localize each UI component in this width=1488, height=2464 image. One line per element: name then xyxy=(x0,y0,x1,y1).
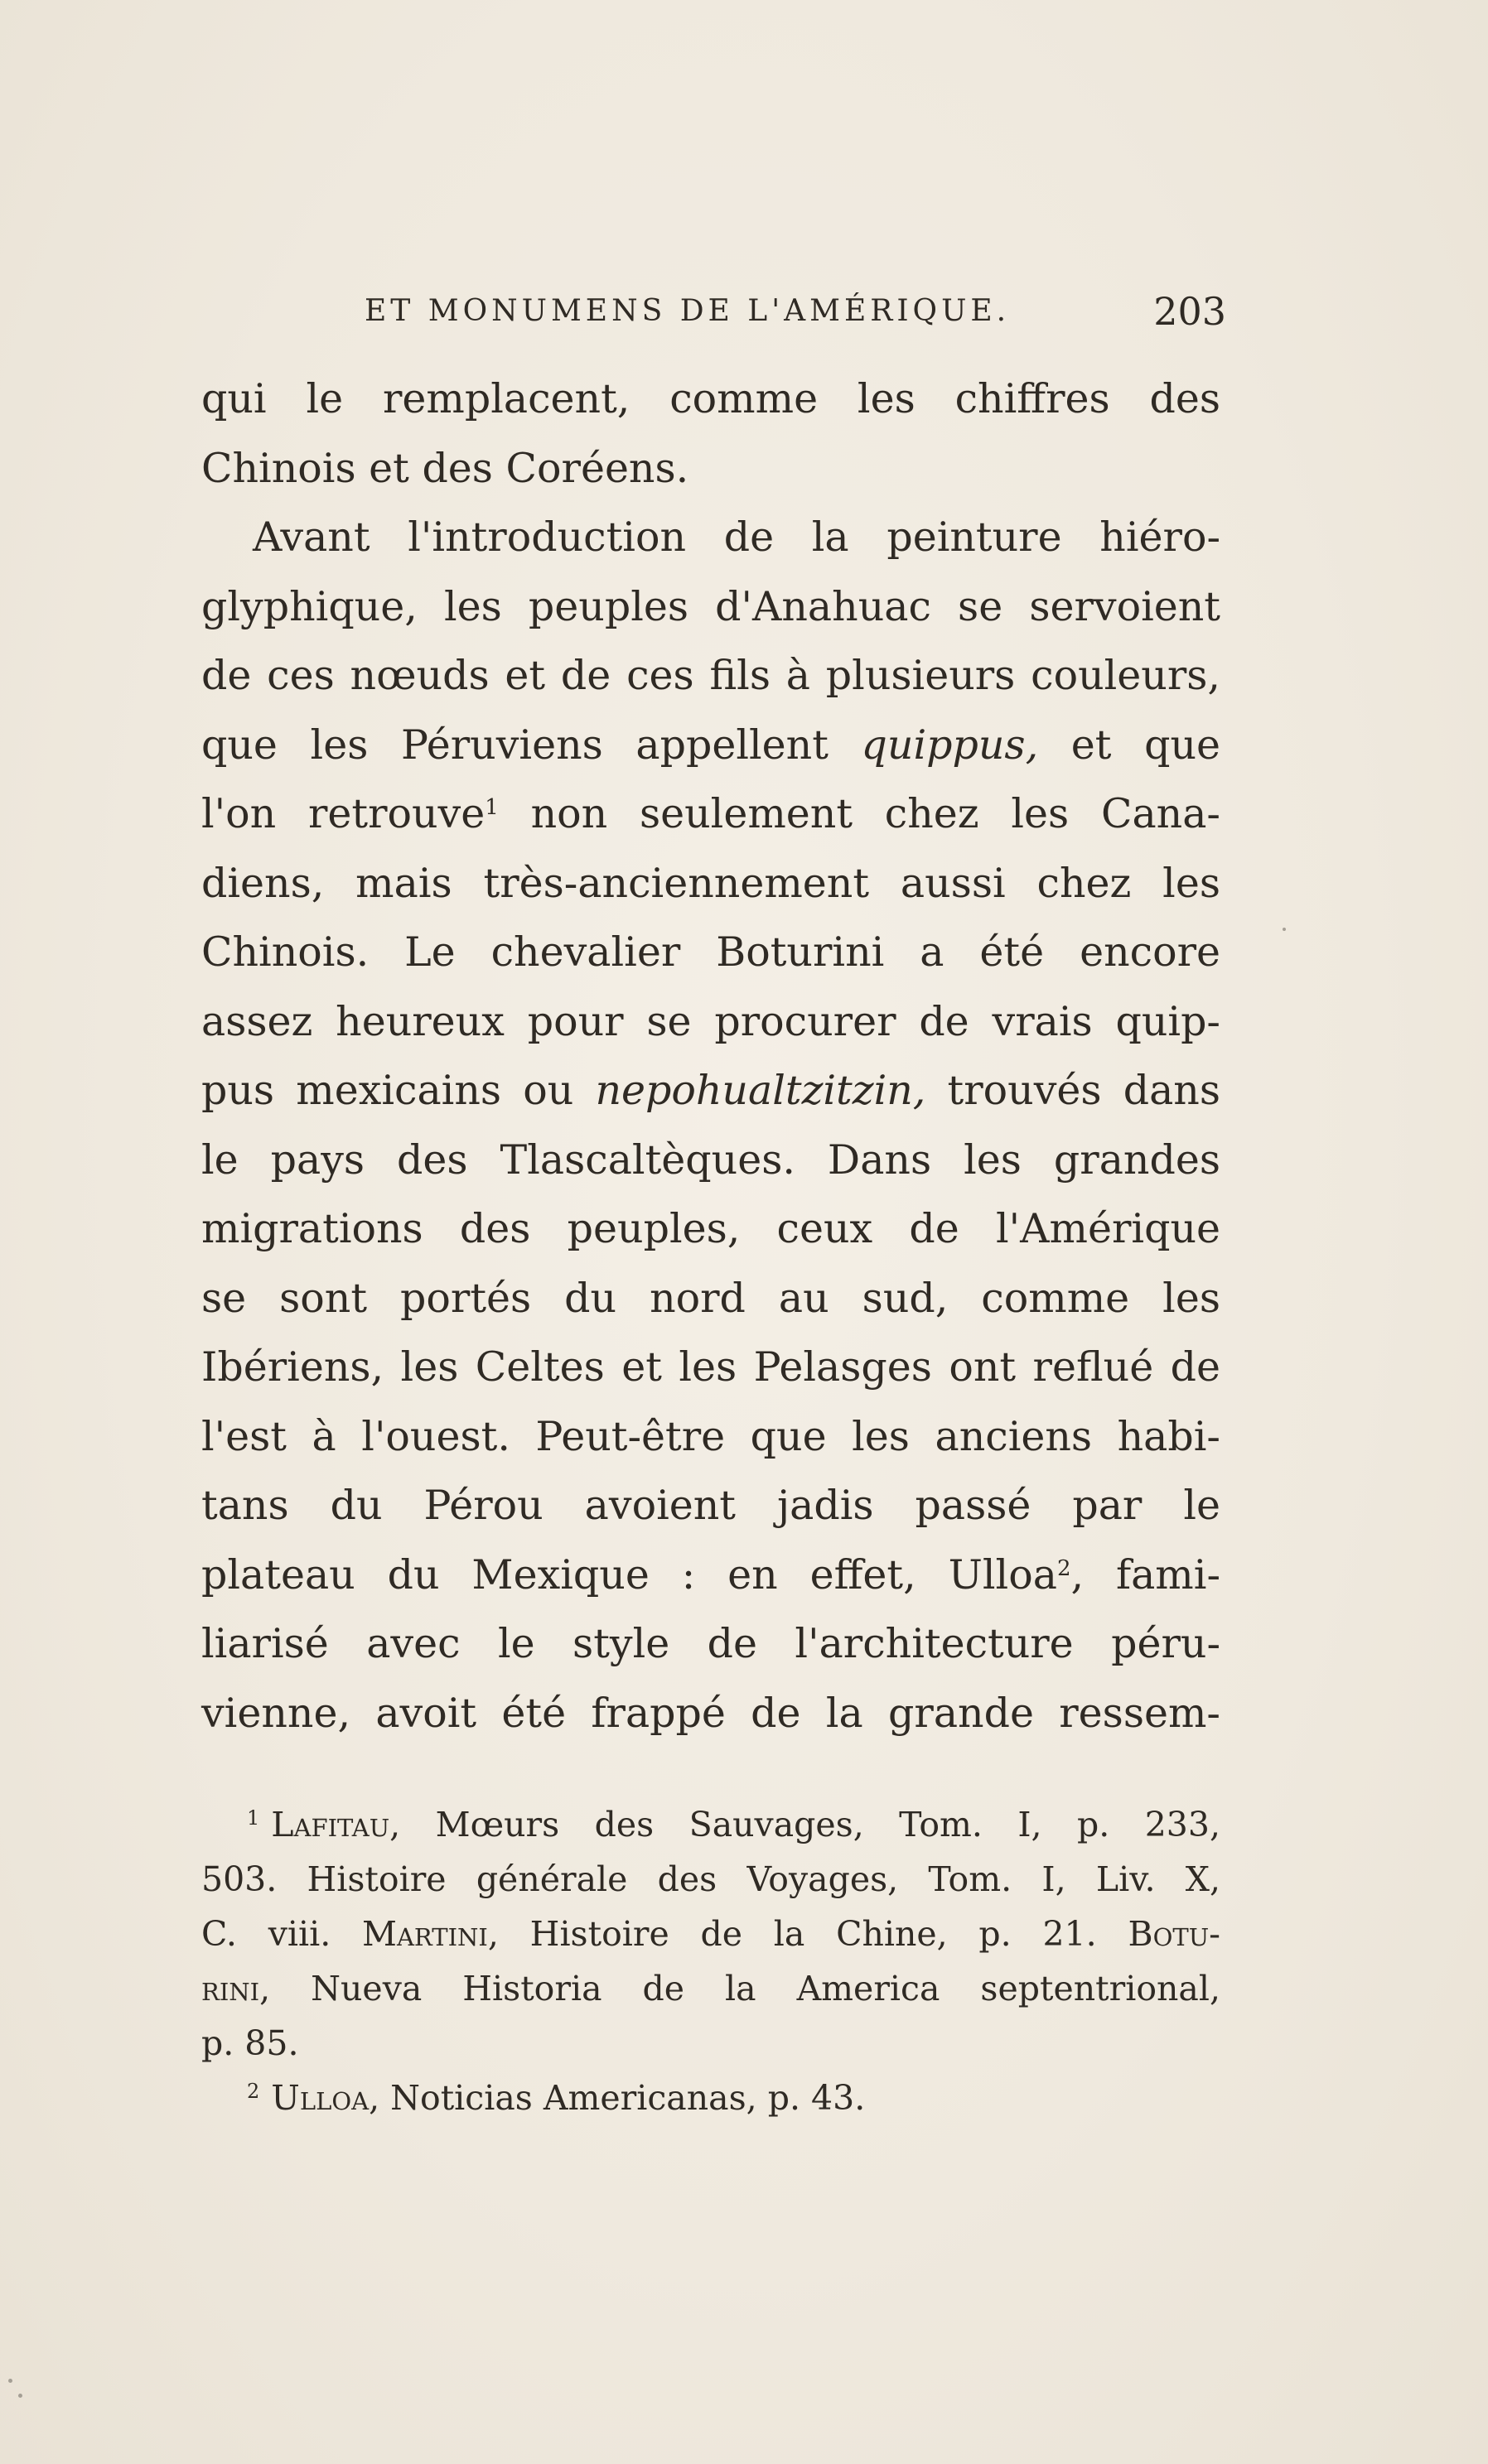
text-line: que les Péruviens appellent quippus, et que xyxy=(201,721,1220,769)
page-number: 203 xyxy=(1153,289,1226,334)
paper-speck xyxy=(1283,928,1286,931)
text-line: Avant l'introduction de la peinture hiéro- xyxy=(253,514,1220,561)
text-line: Ibériens, les Celtes et les Pelasges ont reflué de xyxy=(201,1343,1220,1391)
footnote-mark: 1 xyxy=(247,1806,260,1830)
author-name: Martini xyxy=(362,1914,488,1954)
term-quippus: quippus, xyxy=(861,721,1039,769)
body-text xyxy=(201,364,1220,1748)
text-line: le pays des Tlascaltèques. Dans les grandes xyxy=(201,1136,1220,1184)
text-line: qui le remplacent, comme les chiffres des xyxy=(201,375,1220,422)
text-line: Chinois. Le chevalier Boturini a été encore xyxy=(201,928,1220,976)
footnote-1: $^1$ Lafitau, Mœurs des Sauvages, Tom. I, p. 233, xyxy=(247,1805,1220,1844)
text-line: se sont portés du nord au sud, comme les xyxy=(201,1274,1220,1322)
footnote-2: $^2$ Ulloa, Noticias Americanas, p. 43. xyxy=(247,2078,866,2118)
footnote-line: 503. Histoire générale des Voyages, Tom. I, Liv. X, xyxy=(201,1859,1220,1899)
footnote-line: p. 85. xyxy=(201,2023,299,2063)
text-line: tans du Pérou avoient jadis passé par le xyxy=(201,1482,1220,1529)
paper-speck xyxy=(18,2394,22,2398)
text-line: de ces nœuds et de ces fils à plusieurs couleurs, xyxy=(201,652,1220,699)
footnotes xyxy=(201,1797,1220,2125)
text-line: l'est à l'ouest. Peut-être que les anciens habi- xyxy=(201,1412,1220,1460)
text-line: liarisé avec le style de l'architecture péru- xyxy=(201,1620,1220,1667)
text-line: glyphique, les peuples d'Anahuac se servoient xyxy=(201,582,1220,630)
author-name: Lafitau xyxy=(271,1805,390,1844)
author-name: Ulloa xyxy=(271,2078,370,2118)
footnote-ref-2: 2 xyxy=(1056,1555,1071,1581)
text-line: diens, mais très-anciennement aussi chez les xyxy=(201,859,1220,907)
running-head-title: ET MONUMENS DE L'AMÉRIQUE. xyxy=(365,294,1011,328)
author-name: rini xyxy=(201,1969,260,2008)
text-line: vienne, avoit été frappé de la grande ressem- xyxy=(201,1689,1220,1737)
footnote-line: rini, Nueva Historia de la America septentrional, xyxy=(201,1969,1220,2008)
term-nepohualtzitzin: nepohualtzitzin, xyxy=(595,1067,926,1114)
text-line: Chinois et des Coréens. xyxy=(201,444,689,492)
text-line: pus mexicains ou nepohualtzitzin, trouvés dans xyxy=(201,1067,1221,1114)
author-name: Botu- xyxy=(1128,1914,1220,1954)
paper-speck xyxy=(8,2379,12,2383)
footnote-ref-1: 1 xyxy=(485,795,499,820)
running-head xyxy=(365,289,1226,344)
footnote-line: C. viii. Martini, Histoire de la Chine, p. 21. Botu- xyxy=(201,1914,1220,1954)
text-line: assez heureux pour se procurer de vrais quip- xyxy=(201,997,1220,1045)
text-line: l'on retrouve$^1$ non seulement chez les Cana- xyxy=(201,790,1220,837)
footnote-mark: 2 xyxy=(247,2080,260,2103)
text-line: plateau du Mexique : en effet, Ulloa$^2$, fami- xyxy=(201,1550,1221,1598)
text-line: migrations des peuples, ceux de l'Amérique xyxy=(201,1205,1220,1252)
